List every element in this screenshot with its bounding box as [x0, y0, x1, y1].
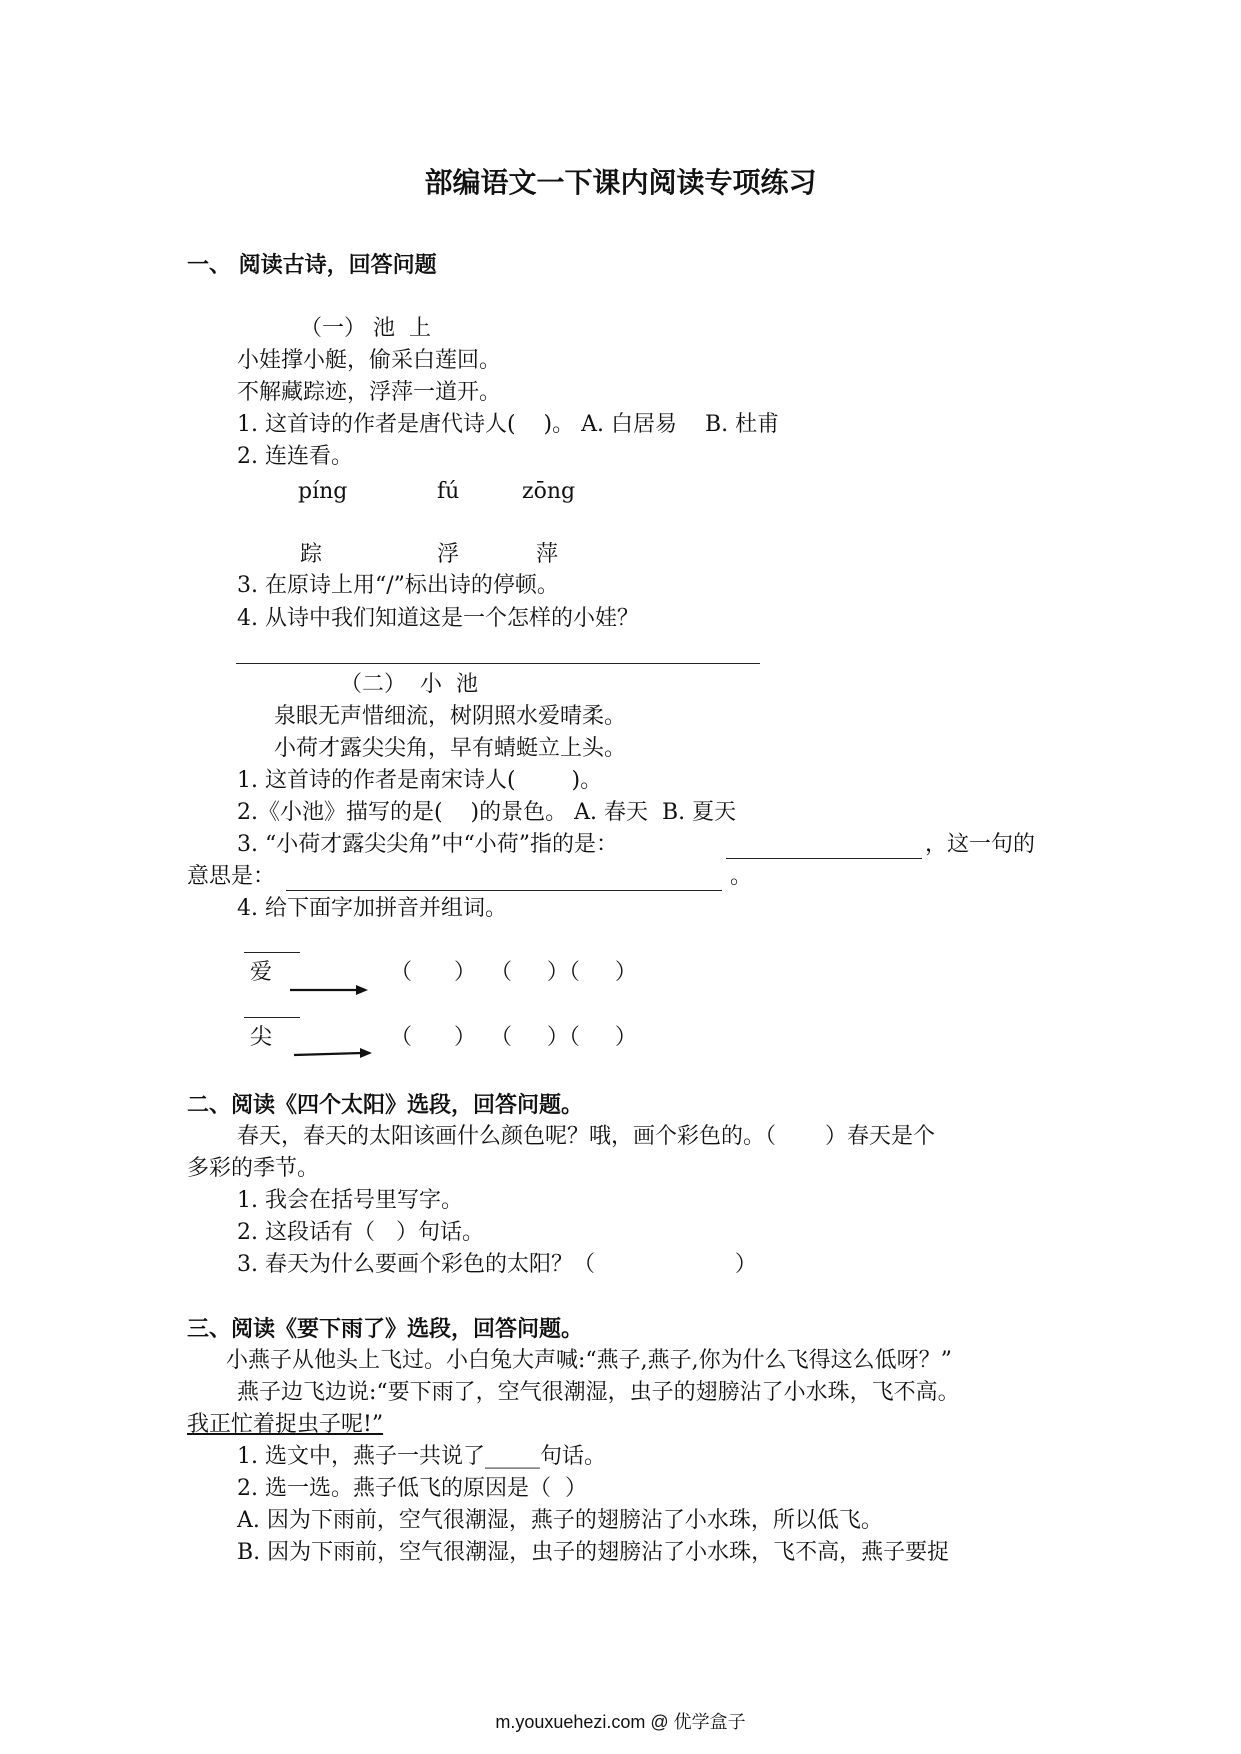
- section-2-question-2: 2. 这段话有（ ）句话。: [237, 1220, 484, 1245]
- section-2-question-3: 3. 春天为什么要画个彩色的太阳？（ ）: [237, 1252, 757, 1277]
- answer-line[interactable]: [726, 858, 922, 859]
- poem-1-line-2: 不解藏踪迹，浮萍一道开。: [237, 380, 502, 405]
- section-3-question-1: 1. 选文中，燕子一共说了_____句话。: [237, 1444, 606, 1469]
- section-3-question-2: 2. 选一选。燕子低飞的原因是（ ）: [237, 1476, 587, 1501]
- section-3-heading: 三、阅读《要下雨了》选段，回答问题。: [187, 1316, 584, 1342]
- poem-2-question-3-tail: ，这一句的: [925, 832, 1036, 857]
- pinyin-1: píng: [298, 479, 348, 504]
- section-3-passage-3: 我正忙着捉虫子呢!”: [187, 1412, 384, 1437]
- char-ai: 爱: [250, 960, 273, 985]
- poem-1-question-2: 2. 连连看。: [237, 444, 353, 469]
- option-a[interactable]: A. 因为下雨前，空气很潮湿，燕子的翅膀沾了小水珠，所以低飞。: [237, 1508, 883, 1533]
- option-b[interactable]: B. 因为下雨前，空气很潮湿，虫子的翅膀沾了小水珠，飞不高，燕子要捉: [237, 1540, 950, 1565]
- section-2-heading: 二、阅读《四个太阳》选段，回答问题。: [187, 1092, 584, 1118]
- poem-2-title: （二） 小 池: [340, 672, 478, 697]
- answer-line[interactable]: [236, 663, 760, 664]
- poem-2-question-4: 4. 给下面字加拼音并组词。: [237, 896, 507, 921]
- poem-2-question-1: 1. 这首诗的作者是南宋诗人( )。: [237, 768, 603, 793]
- match-char-1: 踪: [300, 542, 323, 567]
- arrow-icon: [292, 1046, 374, 1062]
- poem-1-title: （一） 池 上: [300, 316, 431, 341]
- pinyin-3: zōng: [522, 479, 576, 504]
- section-2-passage-1: 春天，春天的太阳该画什么颜色呢？哦，画个彩色的。（ ）春天是个: [237, 1124, 935, 1149]
- section-1-heading: 一、 阅读古诗，回答问题: [187, 252, 437, 278]
- poem-2-line-2: 小荷才露尖尖角，早有蜻蜓立上头。: [274, 736, 627, 761]
- word-blanks-2[interactable]: （ ） （ ）（ ）: [390, 1025, 637, 1050]
- pinyin-blank[interactable]: [244, 952, 300, 953]
- match-char-2: 浮: [437, 542, 460, 567]
- answer-line[interactable]: [286, 890, 722, 891]
- poem-1-question-3: 3. 在原诗上用“/”标出诗的停顿。: [237, 573, 559, 598]
- poem-2-question-3-end: 。: [730, 864, 753, 889]
- pinyin-2: fú: [437, 479, 460, 504]
- poem-1-line-1: 小娃撑小艇，偷采白莲回。: [237, 348, 502, 373]
- arrow-icon: [288, 982, 370, 998]
- pinyin-blank[interactable]: [244, 1017, 300, 1018]
- match-char-3: 萍: [536, 542, 559, 567]
- poem-2-question-3-meaning: 意思是：: [187, 864, 276, 889]
- poem-1-question-1: 1. 这首诗的作者是唐代诗人( )。 A. 白居易 B. 杜甫: [237, 412, 780, 437]
- poem-2-line-1: 泉眼无声惜细流，树阴照水爱晴柔。: [274, 704, 627, 729]
- footer-watermark: m.youxuehezi.com @ 优学盒子: [495, 1712, 746, 1732]
- section-2-passage-2: 多彩的季节。: [187, 1156, 320, 1181]
- char-jian: 尖: [250, 1025, 273, 1050]
- section-3-passage-2: 燕子边飞边说:“要下雨了，空气很潮湿，虫子的翅膀沾了小水珠，飞不高。: [237, 1380, 960, 1405]
- poem-1-question-4: 4. 从诗中我们知道这是一个怎样的小娃？: [237, 606, 639, 631]
- poem-2-question-2: 2.《小池》描写的是( )的景色。 A. 春天 B. 夏天: [237, 800, 737, 825]
- page-title: 部编语文一下课内阅读专项练习: [424, 166, 817, 199]
- word-blanks-1[interactable]: （ ） （ ）（ ）: [390, 960, 637, 985]
- section-3-passage-1: 小燕子从他头上飞过。小白兔大声喊:“燕子,燕子,你为什么飞得这么低呀？”: [226, 1348, 952, 1373]
- section-2-question-1: 1. 我会在括号里写字。: [237, 1188, 463, 1213]
- poem-2-question-3: 3. “小荷才露尖尖角”中“小荷”指的是：: [237, 832, 618, 857]
